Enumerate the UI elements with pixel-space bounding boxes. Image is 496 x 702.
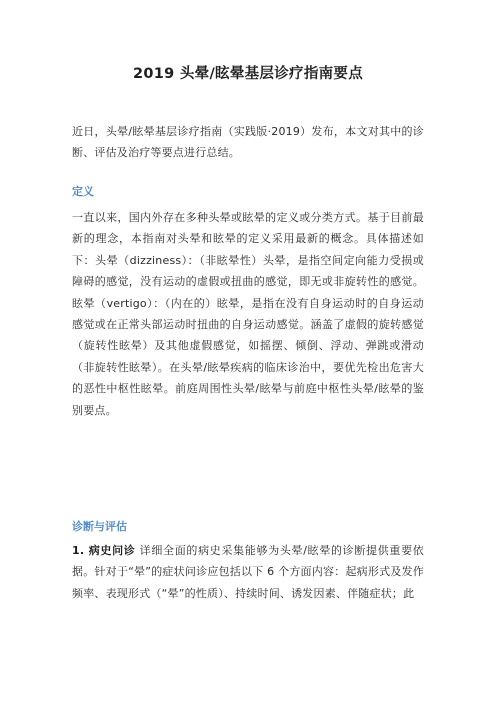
intro-paragraph: 近日，头晕/眩晕基层诊疗指南（实践版·2019）发布，本文对其中的诊断、评估及治疗等要点进行总结。 — [72, 125, 424, 160]
page-title: 2019 头晕/眩晕基层诊疗指南要点 — [132, 66, 364, 82]
history-paragraph — [72, 540, 424, 604]
definition-paragraph: 一直以来，国内外存在多种头晕或眩晕的定义或分类方式。基于目前最新的理念，本指南对头晕和眩晕的定义采用最新的概念。具体描述如下：头晕（dizziness）：（非眩晕性）头晕，是指空间定向能力受损或障碍的感觉，没有运动的虚假或扭曲的感觉，即无或非旋转性的感觉。眩晕（vertigo）：（内在的）眩晕，是指在没有自身运动时的自身运动感觉或在正常头部运动时扭曲的自身运动感觉。涵盖了虚假的旋转感觉（旋转性眩晕）及其他虚假感觉，如摇摆、倾倒、浮动、弹跳或滑动（非旋转性眩晕）。在头晕/眩晕疾病的临床诊治中，要优先检出危害大的恶性中枢性眩晕。前庭周围性头晕/眩晕与前庭中枢性头晕/眩晕的鉴别要点。 — [72, 211, 424, 417]
history-item-text: 详细全面的病史采集能够为头晕/眩晕的诊断提供重要依据。针对于“晕”的症状问诊应包括以下 6 个方面内容：起病形式及发作频率、表现形式（“晕”的性质）、持续时间、诱发因素、伴随症状；此 — [72, 544, 424, 600]
section-heading-diagnosis: 诊断与评估 — [72, 520, 127, 533]
history-item-label: 1. 病史问诊 — [72, 544, 136, 557]
section-heading-definition: 定义 — [72, 185, 94, 198]
